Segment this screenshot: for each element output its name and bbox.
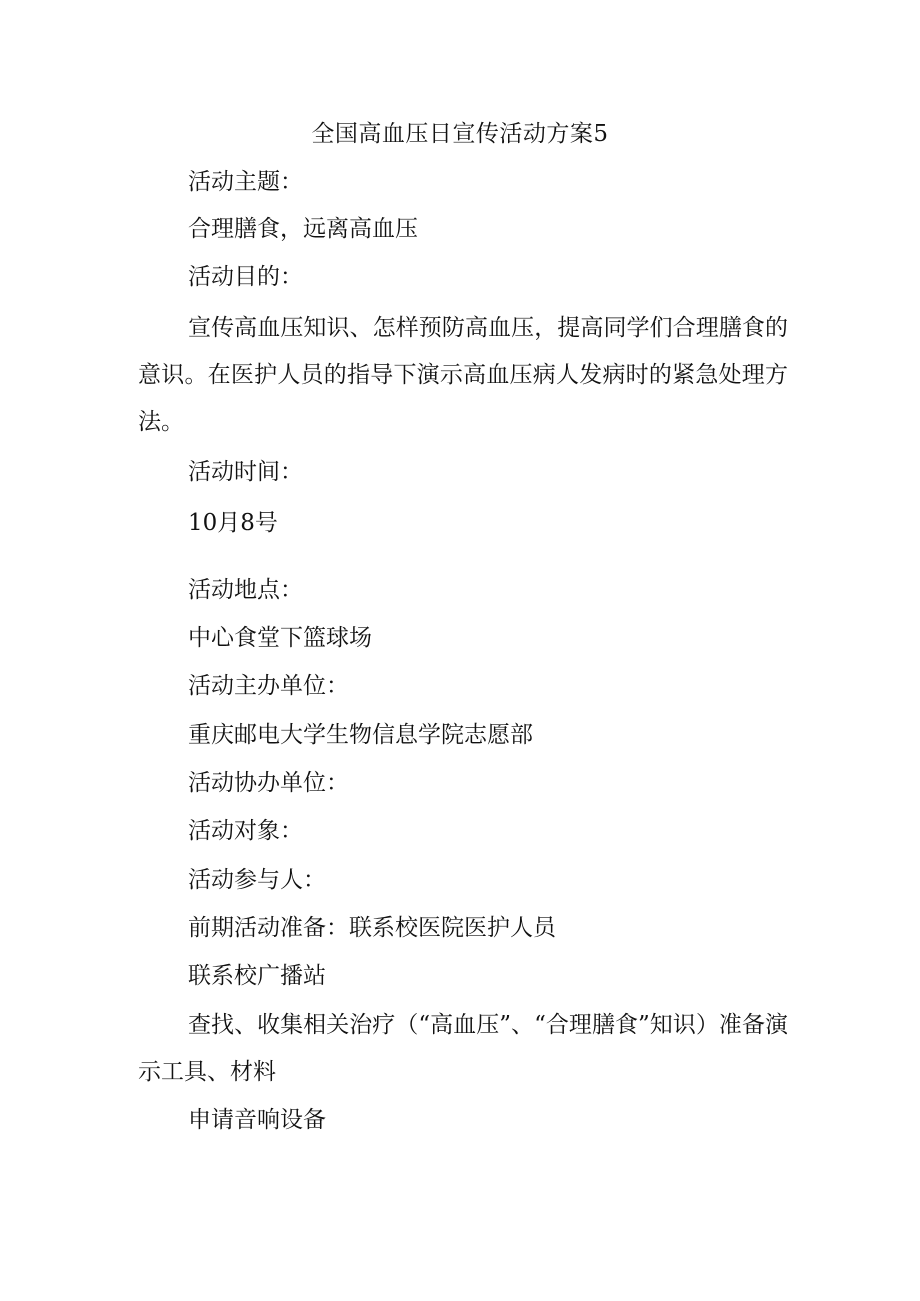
purpose-paragraph: 宣传高血压知识、怎样预防高血压，提高同学们合理膳食的意识。在医护人员的指导下演示高血压病人发病时的紧急处理方法。	[138, 315, 788, 435]
purpose-label: 活动目的：	[188, 264, 303, 290]
place-value: 中心食堂下篮球场	[188, 625, 372, 651]
coorganizer-label: 活动协办单位：	[188, 770, 349, 796]
host-value: 重庆邮电大学生物信息学院志愿部	[188, 722, 533, 748]
theme-value: 合理膳食，远离高血压	[188, 216, 418, 242]
broadcast-line: 联系校广播站	[188, 963, 326, 989]
place-label: 活动地点：	[188, 577, 303, 603]
time-value: 10月8号	[188, 510, 278, 536]
audio-line: 申请音响设备	[188, 1107, 326, 1133]
time-label: 活动时间：	[188, 459, 303, 485]
participants-label: 活动参与人：	[188, 867, 326, 893]
host-label: 活动主办单位：	[188, 673, 349, 699]
materials-paragraph: 查找、收集相关治疗（“高血压”、“合理膳食”知识）准备演示工具、材料	[138, 1012, 788, 1085]
prep-line: 前期活动准备：联系校医院医护人员	[188, 915, 556, 941]
theme-label: 活动主题：	[188, 169, 303, 195]
target-label: 活动对象：	[188, 818, 303, 844]
page-title: 全国高血压日宣传活动方案5	[311, 121, 609, 147]
